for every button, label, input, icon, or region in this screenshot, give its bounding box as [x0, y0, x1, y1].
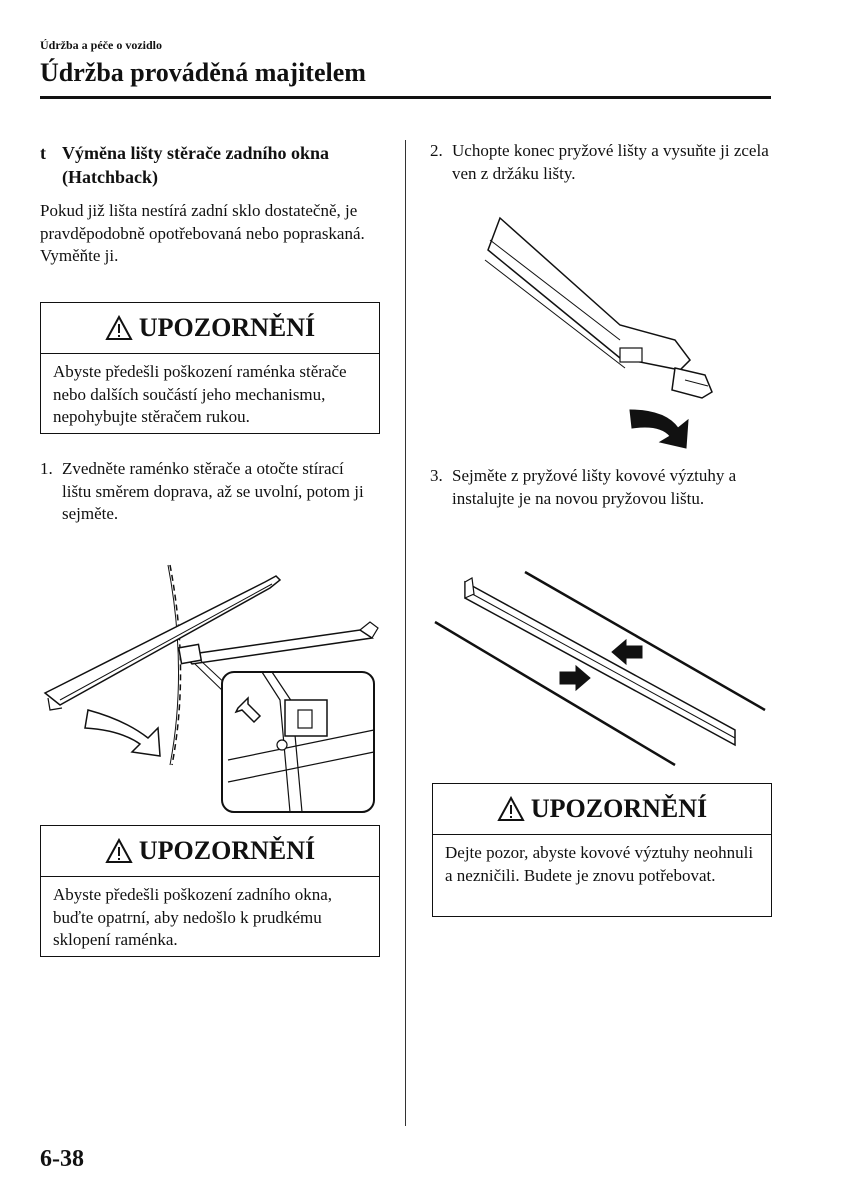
step-1	[40, 458, 370, 526]
step-number: 3.	[430, 466, 443, 485]
caution-header	[41, 826, 379, 877]
step-text: Zvedněte raménko stěrače a otočte stírací lištu směrem doprava, až se uvolní, potom ji sejměte.	[62, 459, 364, 523]
curved-arrow-icon	[630, 410, 688, 448]
rubber-slide-figure	[480, 210, 720, 450]
wiper-arm	[185, 630, 372, 664]
warning-triangle-icon	[105, 838, 133, 864]
detail-inset	[222, 672, 374, 812]
warning-triangle-icon	[105, 315, 133, 341]
step-3	[430, 465, 775, 510]
wiper-removal-figure	[40, 560, 380, 820]
step-text: Sejměte z pryžové lišty kovové výztuhy a instalujte je na novou pryžovou lištu.	[452, 466, 737, 508]
section-kicker: Údržba a péče o vozidlo	[40, 38, 162, 52]
caution-label: UPOZORNĚNÍ	[138, 836, 316, 865]
caution-box-2	[40, 825, 380, 957]
step-number: 1.	[40, 459, 53, 478]
arrow-right-icon	[560, 666, 590, 690]
caution-header	[433, 784, 771, 835]
step-text: Uchopte konec pryžové lišty a vysuňte ji zcela ven z držáku lišty.	[452, 141, 769, 183]
blade-holder-edge	[490, 240, 620, 340]
caution-text: Dejte pozor, abyste kovové výztuhy neohnuli a nezničili. Budete je znovu potřebovat.	[445, 843, 754, 885]
section-heading	[40, 141, 370, 189]
stiffener-figure	[430, 560, 775, 775]
wiper-connector	[179, 644, 201, 663]
caution-header	[41, 303, 379, 354]
caution-text: Abyste předešli poškození zadního okna, buďte opatrní, aby nedošlo k prudkému sklopení raménka.	[53, 885, 333, 949]
blade-holder	[488, 218, 690, 370]
caution-label: UPOZORNĚNÍ	[138, 313, 316, 342]
page-title: Údržba prováděná majitelem	[40, 58, 366, 87]
section-bullet: t	[40, 143, 46, 163]
rubber-strip-end	[465, 578, 474, 598]
caution-label: UPOZORNĚNÍ	[530, 794, 708, 823]
step-number: 2.	[430, 141, 443, 160]
inset-clip-hole	[298, 710, 312, 728]
caution-box-3	[432, 783, 772, 917]
rubber-end	[672, 368, 712, 398]
column-divider	[405, 140, 406, 1126]
inset-pivot-pin	[277, 740, 287, 750]
holder-slot	[620, 348, 642, 362]
caution-box-1	[40, 302, 380, 434]
intro-paragraph: Pokud již lišta nestírá zadní sklo dostatečně, je pravděpodobně opotřebovaná nebo popraskaná. Vyměňte ji.	[40, 201, 365, 265]
caution-text: Abyste předešli poškození raménka stěrače nebo dalších součástí jeho mechanismu, nepohybujte stěračem rukou.	[53, 362, 347, 426]
page-number: 6-38	[40, 1146, 84, 1172]
warning-triangle-icon	[497, 796, 525, 822]
curved-arrow-icon	[85, 710, 160, 756]
title-rule	[40, 96, 771, 99]
arrow-left-icon	[612, 640, 642, 664]
step-2	[430, 140, 775, 185]
section-heading-text: Výměna lišty stěrače zadního okna (Hatchback)	[62, 143, 329, 187]
